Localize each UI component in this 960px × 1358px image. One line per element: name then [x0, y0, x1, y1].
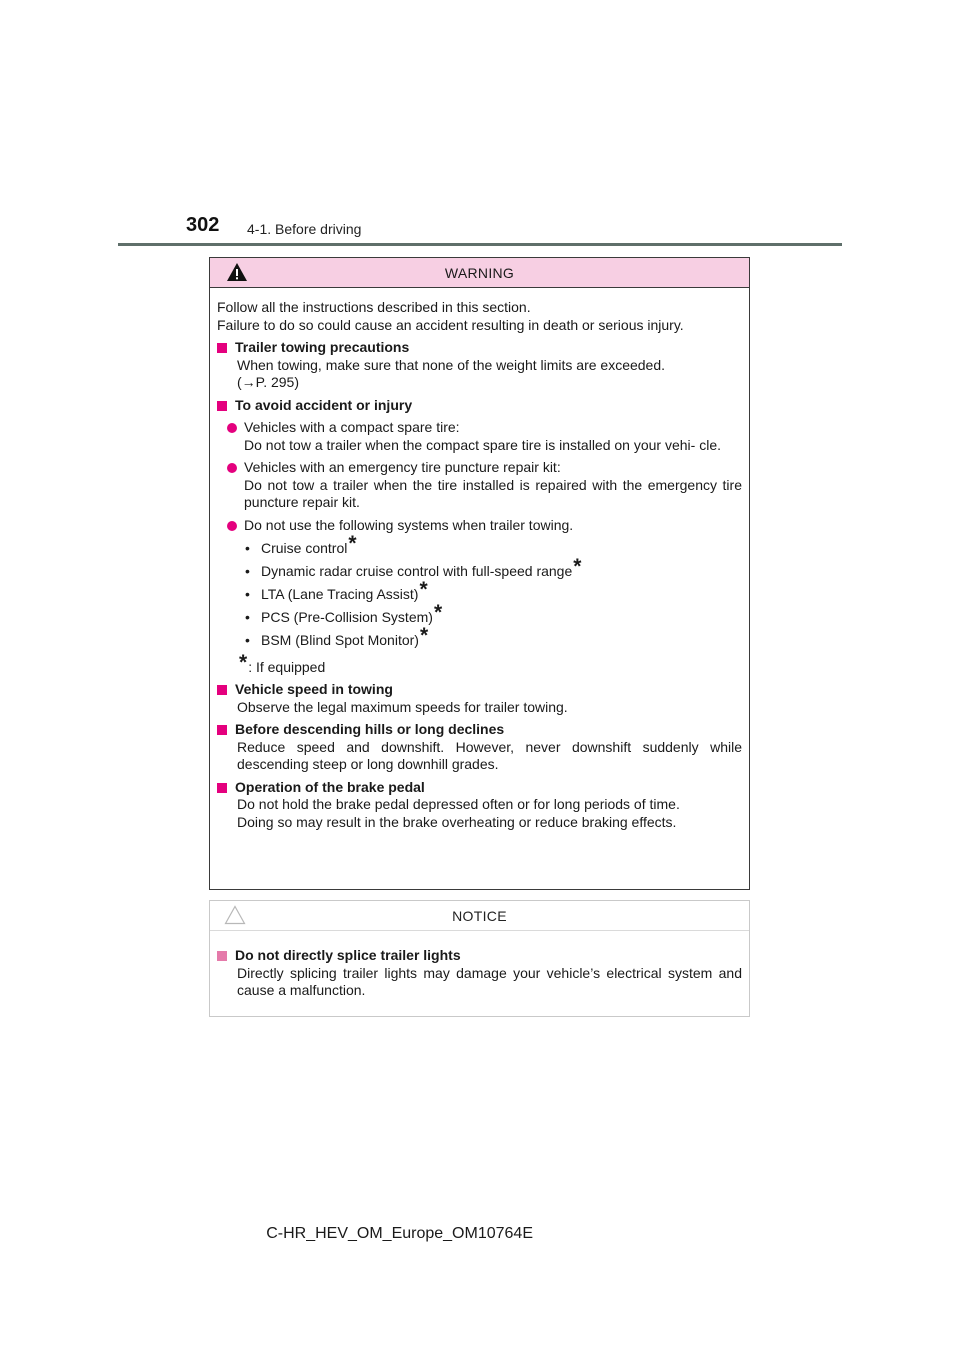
notice-title: NOTICE	[452, 907, 507, 924]
avoid-accident-item	[217, 397, 742, 677]
list-item	[227, 419, 742, 454]
square-bullet-icon	[217, 951, 227, 961]
asterisk-mark: *	[419, 624, 429, 647]
warning-intro-line: Follow all the instructions described in this section.	[217, 299, 531, 315]
item-text: Do not use the following systems when trailer towing.	[244, 516, 574, 533]
item-title: Do not directly splice trailer lights	[235, 947, 461, 963]
item-lead: Vehicles with an emergency tire puncture repair kit:	[244, 459, 561, 475]
item-title: Trailer towing precautions	[235, 339, 410, 355]
warning-triangle-icon	[226, 262, 248, 282]
page-header	[0, 0, 960, 260]
caution-triangle-icon	[224, 905, 246, 925]
list-item	[227, 459, 742, 512]
item-text: When towing, make sure that none of the weight limits are exceeded.	[237, 356, 666, 373]
item-title: Vehicle speed in towing	[235, 681, 393, 697]
speed-in-towing-item	[217, 681, 742, 716]
circle-bullet-icon	[227, 423, 237, 433]
square-bullet-icon	[217, 685, 227, 695]
notice-box	[209, 900, 750, 1017]
systems-list	[245, 532, 742, 649]
asterisk-mark: *	[433, 601, 443, 624]
list-item	[227, 517, 742, 535]
square-bullet-icon	[217, 343, 227, 353]
notice-header	[210, 901, 749, 931]
warning-intro-line: Failure to do so could cause an accident resulting in death or serious injury.	[217, 316, 684, 333]
page-reference: (→P. 295)	[237, 374, 299, 390]
section-title: 4-1. Before driving	[247, 221, 362, 237]
warning-header	[210, 258, 749, 288]
splice-item	[217, 947, 742, 1000]
descending-hills-item	[217, 721, 742, 774]
asterisk-mark: *	[348, 532, 357, 555]
system-item: • PCS (Pre-Collision System) *	[245, 601, 443, 625]
system-item: • BSM (Blind Spot Monitor) *	[245, 624, 429, 648]
item-text: Do not hold the brake pedal depressed often or for long periods of time.	[237, 796, 680, 812]
item-text: Observe the legal maximum speeds for trailer towing.	[237, 698, 568, 715]
page-footer	[0, 1225, 960, 1255]
header-divider	[118, 243, 842, 246]
item-title: To avoid accident or injury	[235, 396, 413, 413]
system-item: • Cruise control *	[245, 532, 357, 556]
item-text: Doing so may result in the brake overheating or reduce braking effects.	[237, 813, 677, 830]
footnote: * : If equipped	[239, 651, 326, 675]
warning-box	[209, 257, 750, 890]
square-bullet-icon	[217, 783, 227, 793]
warning-title: WARNING	[444, 264, 515, 281]
square-bullet-icon	[217, 725, 227, 735]
item-lead: Vehicles with a compact spare tire:	[244, 419, 460, 435]
item-text: Directly splicing trailer lights may damage your vehicle’s electrical system and cause a malfunction.	[237, 964, 742, 998]
circle-bullet-icon	[227, 463, 237, 473]
page-number: 302	[186, 214, 220, 236]
circle-bullet-icon	[227, 521, 237, 531]
notice-body	[210, 931, 749, 1000]
item-text: Reduce speed and downshift. However, never downshift suddenly while descending steep or long downhill grades.	[237, 738, 742, 772]
square-bullet-icon	[217, 401, 227, 411]
asterisk-mark: *	[419, 578, 428, 601]
item-text: Do not tow a trailer when the compact spare tire is installed on your vehi- cle.	[244, 436, 722, 453]
trailer-precautions-item	[217, 339, 742, 392]
system-item: • LTA (Lane Tracing Assist) *	[245, 578, 428, 602]
asterisk-mark: *	[573, 555, 582, 578]
item-text: Do not tow a trailer when the tire installed is repaired with the emergency tire puncture repair kit.	[244, 476, 742, 510]
document-code: C-HR_HEV_OM_Europe_OM10764E	[266, 1225, 533, 1242]
asterisk-mark: *	[239, 651, 248, 674]
system-item: • Dynamic radar cruise control with full-speed range *	[245, 555, 582, 579]
item-title: Before descending hills or long declines	[235, 721, 505, 737]
brake-pedal-item	[217, 779, 742, 832]
warning-body	[210, 288, 749, 831]
item-title: Operation of the brake pedal	[235, 778, 425, 795]
